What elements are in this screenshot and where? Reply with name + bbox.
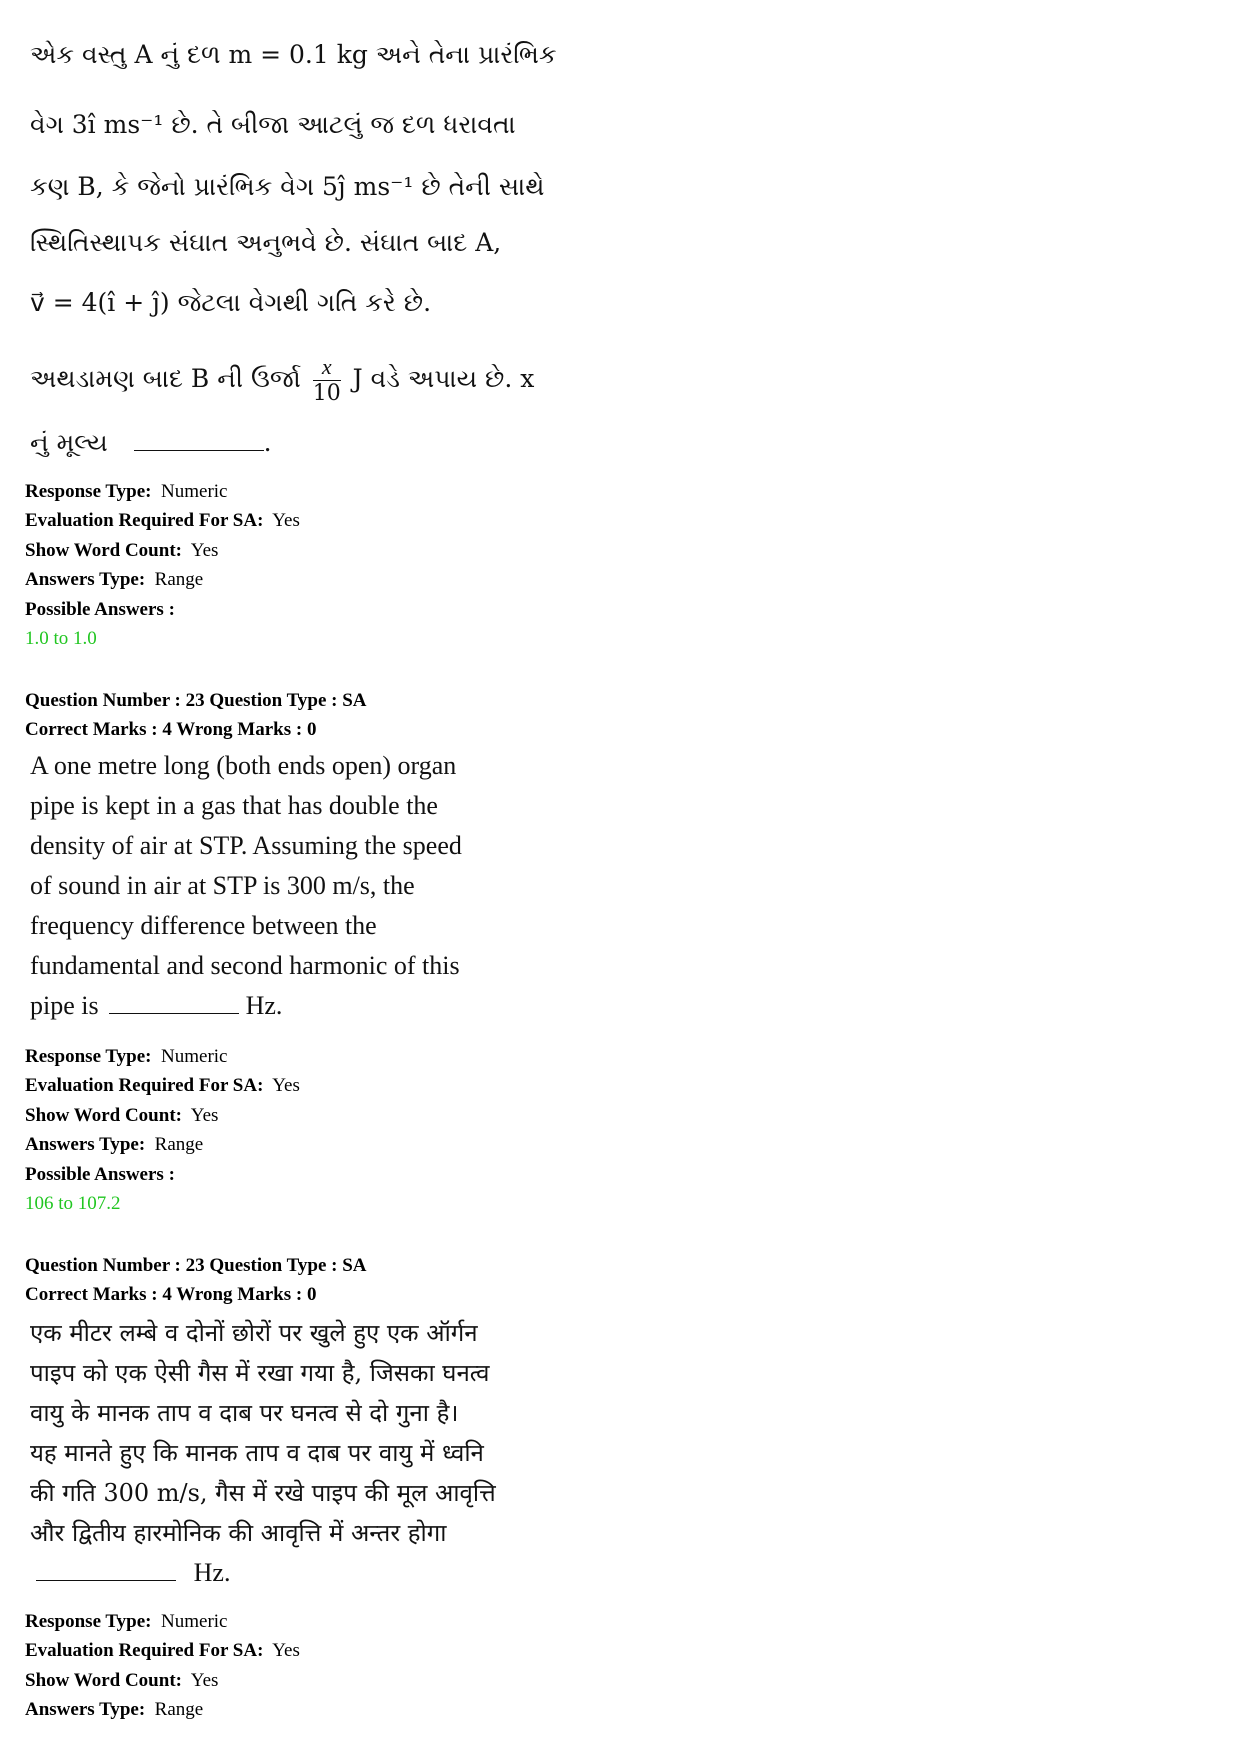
q2-line-3: density of air at STP. Assuming the speed bbox=[30, 831, 462, 860]
question-1-text bbox=[30, 30, 557, 470]
answers-type-value: Range bbox=[154, 569, 204, 591]
possible-answers-row bbox=[25, 1160, 300, 1189]
possible-answers-row bbox=[25, 595, 300, 624]
q2-line-6: fundamental and second harmonic of this bbox=[30, 951, 460, 980]
q3-line-2: पाइप को एक ऐसी गैस में रखा गया है, जिसका घनत्व bbox=[30, 1359, 490, 1387]
q2-line-7 bbox=[30, 991, 282, 1021]
answer-blank bbox=[134, 450, 264, 451]
q1-line-6-tail: J વડે અપાય છે. x bbox=[352, 364, 535, 393]
q1-line-1: એક વસ્તુ A નું દળ m = 0.1 kg અને તેના પ્રારંભિક bbox=[30, 40, 557, 69]
q1-line-7 bbox=[30, 428, 272, 458]
response-type-label: Response Type: bbox=[25, 481, 152, 502]
q3-line-6: और द्वितीय हारमोनिक की आवृत्ति में अन्तर होगा bbox=[30, 1519, 447, 1547]
question-2-header bbox=[25, 686, 367, 745]
word-count-label: Show Word Count: bbox=[25, 539, 182, 561]
answers-type-row bbox=[25, 1695, 300, 1724]
answer-blank bbox=[36, 1580, 176, 1581]
question-marks: Correct Marks : 4 Wrong Marks : 0 bbox=[25, 719, 317, 741]
word-count-row bbox=[25, 536, 300, 565]
evaluation-row bbox=[25, 1071, 300, 1100]
q1-line-4: સ્થિતિસ્થાપક સંઘાત અનુભવે છે. સંઘાત બાદ A, bbox=[30, 228, 502, 257]
answer-blank bbox=[109, 1013, 239, 1014]
answers-type-row bbox=[25, 565, 300, 594]
question-2-text bbox=[30, 745, 540, 1025]
word-count-label: Show Word Count: bbox=[25, 1104, 182, 1126]
q3-line-5: की गति 300 m/s, गैस में रखे पाइप की मूल आवृत्ति bbox=[30, 1479, 496, 1507]
q1-line-6-text: અથડામણ બાદ B ની ઉર્જા bbox=[30, 364, 301, 393]
question-number-type: Question Number : 23 Question Type : SA bbox=[25, 1255, 367, 1276]
fraction-numerator: x bbox=[313, 356, 341, 381]
question-marks: Correct Marks : 4 Wrong Marks : 0 bbox=[25, 1284, 317, 1306]
question-1-meta bbox=[25, 477, 300, 653]
q2-line-1: A one metre long (both ends open) organ bbox=[30, 751, 457, 780]
q1-line-2: વેગ 3î ms⁻¹ છે. તે બીજા આટલું જ દળ ધરાવતા bbox=[30, 110, 516, 139]
answers-type-label: Answers Type: bbox=[25, 1699, 146, 1721]
word-count-row bbox=[25, 1666, 300, 1695]
q3-line-4: यह मानते हुए कि मानक ताप व दाब पर वायु में ध्वनि bbox=[30, 1439, 484, 1467]
q1-line-3: કણ B, કે જેનો પ્રારંભિક વેગ 5ĵ ms⁻¹ છે તેની સાથે bbox=[30, 172, 545, 201]
response-type-row bbox=[25, 1607, 300, 1636]
q1-line-7-period: . bbox=[263, 428, 272, 457]
response-type-value: Numeric bbox=[161, 481, 228, 502]
question-3-header bbox=[25, 1251, 367, 1310]
q2-line-7-text: pipe is bbox=[30, 991, 99, 1020]
fraction-denominator: 10 bbox=[312, 381, 341, 406]
evaluation-label: Evaluation Required For SA: bbox=[25, 510, 264, 532]
q3-line-3: वायु के मानक ताप व दाब पर घनत्व से दो गुना है। bbox=[30, 1399, 459, 1427]
possible-answers-value: 106 to 107.2 bbox=[25, 1192, 121, 1214]
response-type-label: Response Type: bbox=[25, 1046, 152, 1067]
answers-type-row bbox=[25, 1130, 300, 1159]
q1-line-7-text: નું મૂલ્ય bbox=[30, 428, 108, 457]
evaluation-label: Evaluation Required For SA: bbox=[25, 1640, 264, 1662]
q3-unit: Hz. bbox=[193, 1558, 231, 1587]
q2-line-5: frequency difference between the bbox=[30, 911, 377, 940]
response-type-row bbox=[25, 1042, 300, 1071]
response-type-value: Numeric bbox=[161, 1611, 228, 1632]
possible-answers-label: Possible Answers : bbox=[25, 1163, 175, 1185]
word-count-value: Yes bbox=[190, 1669, 219, 1691]
word-count-label: Show Word Count: bbox=[25, 1669, 182, 1691]
word-count-value: Yes bbox=[190, 539, 219, 561]
word-count-row bbox=[25, 1101, 300, 1130]
q3-line-1: एक मीटर लम्बे व दोनों छोरों पर खुले हुए एक ऑर्गन bbox=[30, 1319, 478, 1347]
response-type-row bbox=[25, 477, 300, 506]
evaluation-label: Evaluation Required For SA: bbox=[25, 1075, 264, 1097]
response-type-label: Response Type: bbox=[25, 1611, 152, 1632]
possible-answers-label: Possible Answers : bbox=[25, 598, 175, 620]
evaluation-value: Yes bbox=[272, 510, 300, 532]
answers-type-label: Answers Type: bbox=[25, 1134, 146, 1156]
question-3-meta bbox=[25, 1607, 300, 1725]
answers-type-value: Range bbox=[154, 1134, 204, 1156]
q2-line-2: pipe is kept in a gas that has double the bbox=[30, 791, 438, 820]
q2-unit: Hz. bbox=[245, 991, 283, 1020]
evaluation-value: Yes bbox=[272, 1075, 300, 1097]
energy-fraction bbox=[313, 356, 341, 405]
answers-type-value: Range bbox=[154, 1699, 204, 1721]
response-type-value: Numeric bbox=[161, 1046, 228, 1067]
evaluation-row bbox=[25, 1636, 300, 1665]
possible-answers-value: 1.0 to 1.0 bbox=[25, 627, 97, 649]
q1-line-6 bbox=[30, 356, 534, 405]
question-number-type: Question Number : 23 Question Type : SA bbox=[25, 690, 367, 711]
word-count-value: Yes bbox=[190, 1104, 219, 1126]
question-3-text bbox=[30, 1312, 540, 1602]
q1-line-5: v⃗ = 4(î + ĵ) જેટલા વેગથી ગતિ કરે છે. bbox=[30, 288, 432, 317]
evaluation-value: Yes bbox=[272, 1640, 300, 1662]
question-2-meta bbox=[25, 1042, 300, 1218]
evaluation-row bbox=[25, 506, 300, 535]
q2-line-4: of sound in air at STP is 300 m/s, the bbox=[30, 871, 415, 900]
answers-type-label: Answers Type: bbox=[25, 569, 146, 591]
q3-line-7 bbox=[30, 1558, 230, 1588]
